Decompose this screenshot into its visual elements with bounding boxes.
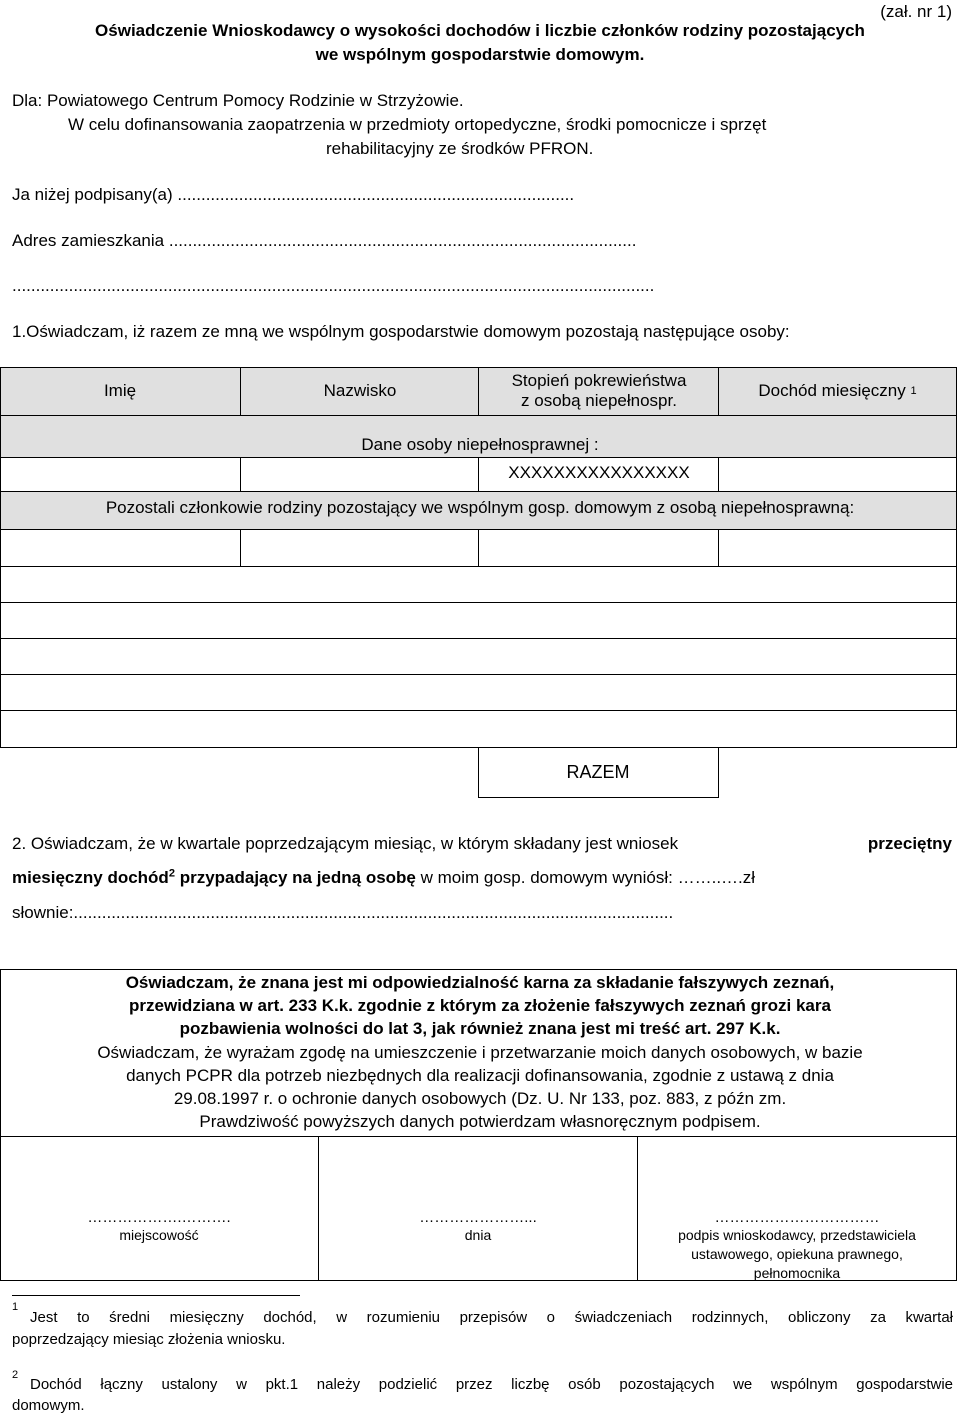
section2-line2: [12, 868, 755, 888]
footnote-1-line1: Jest to średni miesięczny dochód, w rozumieniu przepisów o świadczeniach rodzinnych, obliczony za kwartał: [30, 1309, 953, 1326]
purpose-line2: rehabilitacyjny ze środków PFRON.: [326, 139, 594, 158]
undersigned-field: Ja niżej podpisany(a) ....................................................................................: [12, 185, 575, 204]
others-label: Pozostali członkowie rodziny pozostający we wspólnym gosp. domowym z osobą niepełnosprawną:: [105, 498, 855, 517]
footnote-separator: [12, 1295, 300, 1296]
section2-bold-per-person: przypadający na jedną osobę: [179, 868, 416, 887]
address-continuation: ........................................................................................................................................: [12, 276, 655, 295]
total-label: RAZEM: [566, 762, 630, 782]
column-header-relation: [480, 367, 718, 415]
address-field: Adres zamieszkania ...................................................................................................: [12, 231, 637, 250]
footnote-1-line2: poprzedzający miesiąc złożenia wniosku.: [12, 1331, 286, 1348]
section2-bold-average: przeciętny: [867, 834, 952, 853]
table-row[interactable]: [0, 602, 957, 638]
section2-line1: [12, 834, 952, 854]
signature-label-line2: ustawowego, opiekuna prawnego,: [691, 1246, 903, 1262]
declaration-consent-line2: danych PCPR dla potrzeb niezbędnych dla realizacji dofinansowania, zgodnie z ustawą z dnia: [126, 1066, 834, 1085]
place-dots: ……………….……….: [87, 1209, 231, 1226]
date-label: dnia: [464, 1227, 492, 1243]
relation-header-line2: z osobą niepełnospr.: [521, 391, 677, 410]
amount-in-words-field[interactable]: słownie:...............................................................................................................................: [12, 903, 674, 922]
table-row[interactable]: [0, 529, 957, 566]
section1-statement: 1.Oświadczam, iż razem ze mną we wspólnym gospodarstwie domowym pozostają następujące osoby:: [12, 322, 790, 341]
footnote-2-number: 2: [12, 1369, 19, 1381]
section2-text-a: 2. Oświadczam, że w kwartale poprzedzającym miesiąc, w którym składany jest wniosek: [12, 834, 679, 853]
purpose-line1: W celu dofinansowania zaopatrzenia w przedmioty ortopedyczne, środki pomocnicze i sprzęt: [68, 115, 767, 134]
disabled-person-label: Dane osoby niepełnosprawnej :: [361, 435, 599, 454]
signature-label-line3: pełnomocnika: [753, 1265, 841, 1281]
column-header-name: Imię: [103, 381, 137, 400]
declaration-bold-line1: Oświadczam, że znana jest mi odpowiedzialność karna za składanie fałszywych zeznań,: [125, 973, 835, 992]
footnote-2-line1: Dochód łączny ustalony w pkt.1 należy podzielić przez liczbę osób pozostających we wspólnym gospodarstwie: [30, 1376, 953, 1393]
table-row[interactable]: [0, 566, 957, 602]
table-row[interactable]: [0, 674, 957, 710]
income-amount-field[interactable]: ……..….zł: [677, 868, 756, 887]
document-title-line1: Oświadczenie Wnioskodawcy o wysokości dochodów i liczbie członków rodziny pozostających: [95, 21, 865, 40]
column-header-surname: Nazwisko: [323, 381, 397, 400]
signature-dots: ……………………………: [714, 1209, 880, 1226]
table-row[interactable]: [0, 638, 957, 674]
addressee: Dla: Powiatowego Centrum Pomocy Rodzinie w Strzyżowie.: [12, 91, 464, 110]
declaration-bold-line2: przewidziana w art. 233 K.k. zgodnie z którym za złożenie fałszywych zeznań grozi kara: [129, 996, 831, 1015]
footnote-marker-2: 2: [168, 867, 175, 880]
relation-header-line1: Stopień pokrewieństwa: [511, 371, 687, 390]
declaration-consent-line3: 29.08.1997 r. o ochronie danych osobowych (Dz. U. Nr 133, poz. 883, z późn zm.: [173, 1089, 787, 1108]
place-label: miejscowość: [119, 1227, 199, 1243]
declaration-bold-line3: pozbawienia wolności do lat 3, jak również znana jest mi treść art. 297 K.k.: [179, 1019, 781, 1038]
declaration-consent-line1: Oświadczam, że wyrażam zgodę na umieszczenie i przetwarzanie moich danych osobowych, w bazie: [97, 1043, 863, 1062]
footnote-2-line2: domowym.: [12, 1397, 85, 1414]
declaration-consent-line4: Prawdziwość powyższych danych potwierdzam własnoręcznym podpisem.: [199, 1112, 761, 1131]
signature-label-line1: podpis wnioskodawcy, przedstawiciela: [678, 1227, 916, 1243]
section2-text-b: w moim gosp. domowym wyniósł:: [420, 868, 673, 887]
column-header-income: Dochód miesięczny 1: [758, 381, 917, 400]
total-income-cell[interactable]: [718, 747, 957, 798]
income-header-label: Dochód miesięczny: [758, 381, 906, 400]
date-dots: …………………...: [419, 1209, 537, 1226]
document-title-line2: we wspólnym gospodarstwie domowym.: [315, 45, 645, 64]
section2-bold-monthly-income: miesięczny dochód: [12, 868, 169, 887]
attachment-number: (zał. nr 1): [880, 2, 952, 21]
footnote-1-number: 1: [12, 1301, 19, 1313]
table-row[interactable]: [0, 710, 957, 747]
disabled-relation-cell: XXXXXXXXXXXXXXXX: [508, 463, 690, 482]
